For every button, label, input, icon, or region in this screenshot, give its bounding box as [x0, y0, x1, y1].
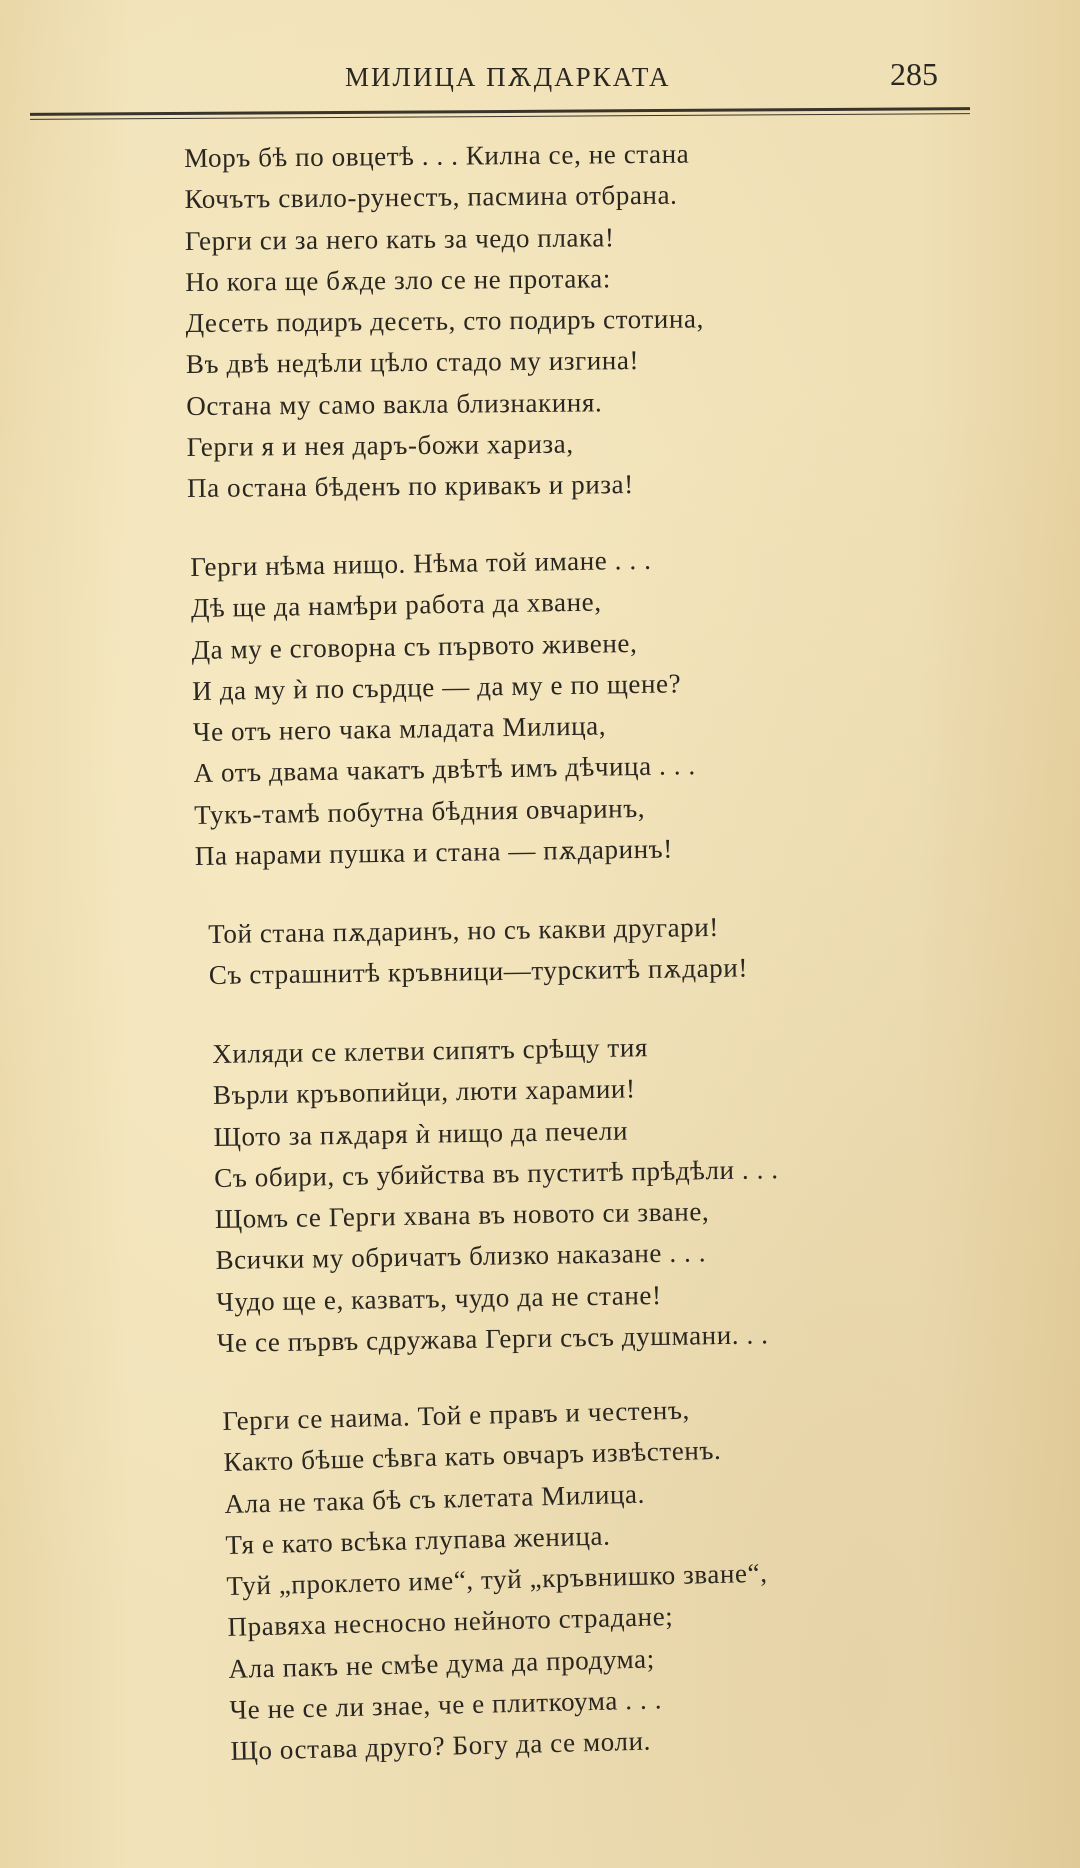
- verse-line: Правяха несносно нейното страдане;: [227, 1601, 674, 1643]
- verse-line: Щото за пѫдаря ѝ нищо да печели: [213, 1114, 629, 1152]
- verse-line: Той стана пѫдаринъ, но съ какви другари!: [208, 911, 720, 950]
- verse-line: Туй „проклето име“, туй „кръвнишко зване“,: [226, 1557, 768, 1602]
- page-number: 285: [890, 56, 938, 92]
- verse-line: Па нарами пушка и стана — пѫдаринъ!: [194, 833, 674, 871]
- verse-line: А отъ двама чакатъ двѣтѣ имъ дѣчица . . .: [193, 750, 697, 789]
- verse-line: Ала пакъ не смѣе дума да продума;: [228, 1643, 656, 1684]
- verse-line: Да му е сговорна съ първото живене,: [191, 627, 638, 665]
- verse-line: Герги си за него кать за чедо плака!: [184, 221, 615, 256]
- running-title: МИЛИЦА ПѪДАРКАТА: [345, 62, 671, 92]
- verse-line: Че не се ли знае, че е плиткоума . . .: [229, 1684, 663, 1725]
- verse-line: Остана му само вакла близнакиня.: [186, 387, 603, 421]
- stanza-5: [222, 1382, 1013, 1773]
- verse-line: Съ обири, съ убийства въ пуститѣ прѣдѣли . . .: [214, 1153, 779, 1193]
- stanza-1: [184, 131, 1007, 510]
- verse-line: Що остава друго? Богу да се моли.: [230, 1726, 652, 1767]
- verse-line: Герги нѣма нищо. Нѣма той имане . . .: [190, 544, 652, 582]
- verse-line: Чудо ще е, казватъ, чудо да не стане!: [215, 1279, 662, 1317]
- verse-line: Десеть подиръ десеть, сто подиръ стотина,: [185, 303, 705, 339]
- verse-line: Всички му обричатъ близко наказане . . .: [215, 1237, 707, 1276]
- verse-line: И да му ѝ по сърдце — да му е по щене?: [192, 667, 682, 706]
- verse-line: Щомъ се Герги хвана въ новото си зване,: [214, 1196, 710, 1234]
- verse-line: Но кога ще бѫде зло се не протака:: [185, 263, 611, 297]
- verse-line: Ала не така бѣ съ клетата Милица.: [224, 1478, 646, 1519]
- verse-line: Съ страшнитѣ кръвници—турскитѣ пѫдари!: [208, 952, 749, 991]
- poem-body: [184, 138, 1004, 1810]
- verse-line: Както бѣше сѣвга кать овчаръ извѣстенъ.: [223, 1435, 722, 1478]
- stanza-4: [212, 1021, 1009, 1364]
- verse-line: Тукъ-тамѣ побутна бѣдния овчаринъ,: [193, 792, 646, 830]
- verse-line: Хиляди се клетви сипятъ срѣщу тия: [212, 1031, 649, 1069]
- verse-line: Кочътъ свило-рунестъ, пасмина отбрана.: [184, 179, 678, 215]
- verse-line: Дѣ ще да намѣри работа да хване,: [190, 586, 602, 623]
- stanza-2: [190, 534, 1009, 877]
- verse-line: Че отъ него чака младата Милица,: [192, 710, 607, 747]
- verse-line: Върли кръвопийци, люти харамии!: [212, 1073, 636, 1110]
- verse-line: Тя е като всѣка глупава женица.: [225, 1520, 611, 1560]
- verse-line: Че се първъ сдружава Герги съсъ душмани. . .: [216, 1319, 769, 1358]
- page-header: [0, 54, 1080, 100]
- verse-line: Герги се наима. Той е правъ и честенъ,: [222, 1394, 691, 1437]
- stanza-3: [208, 903, 1005, 997]
- verse-line: Въ двѣ недѣли цѣло стадо му изгина!: [185, 345, 640, 380]
- verse-line: Моръ бѣ по овцетѣ . . . Килна се, не стана: [184, 138, 690, 173]
- verse-line: Герги я и нея даръ-божи хариза,: [186, 428, 574, 463]
- verse-line: Па остана бѣденъ по кривакъ и риза!: [186, 469, 634, 504]
